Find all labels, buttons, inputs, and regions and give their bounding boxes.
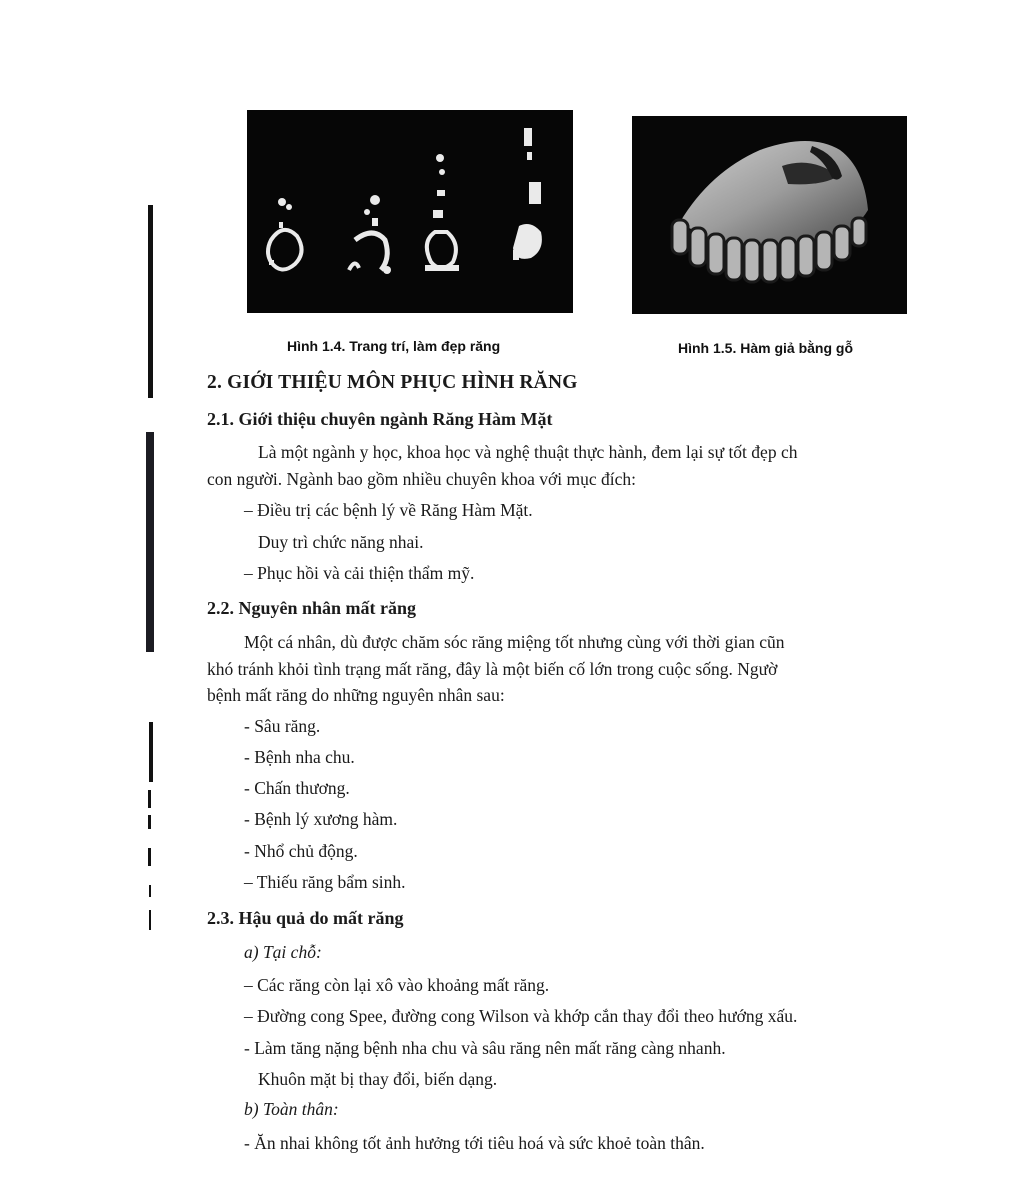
- subsection-heading: 2.1. Giới thiệu chuyên ngành Răng Hàm Mặt: [207, 409, 553, 429]
- scan-mark: [149, 885, 151, 897]
- list-item: - Chấn thương.: [244, 778, 350, 798]
- figure-caption: Hình 1.5. Hàm giả bằng gỗ: [678, 340, 854, 356]
- list-item: - Làm tăng nặng bệnh nha chu và sâu răng nên mất răng càng nhanh.: [244, 1038, 726, 1058]
- figure-caption: Hình 1.4. Trang trí, làm đẹp răng: [287, 338, 501, 354]
- list-item: Duy trì chức năng nhai.: [258, 532, 424, 552]
- scan-mark: [146, 432, 154, 652]
- figure-wooden-denture: [632, 116, 907, 314]
- paragraph-line: Là một ngành y học, khoa học và nghệ thuật thực hành, đem lại sự tốt đẹp ch: [258, 442, 798, 462]
- section-heading: 2. GIỚI THIỆU MÔN PHỤC HÌNH RĂNG: [207, 372, 578, 393]
- list-item: - Bệnh lý xương hàm.: [244, 809, 398, 829]
- sub-label: a) Tại chỗ:: [244, 942, 322, 962]
- scan-mark: [149, 722, 153, 782]
- scan-mark: [148, 815, 151, 829]
- list-item: – Các răng còn lại xô vào khoảng mất răng.: [244, 975, 550, 995]
- list-item: - Bệnh nha chu.: [244, 747, 355, 767]
- paragraph-line: Một cá nhân, dù được chăm sóc răng miệng tốt nhưng cùng với thời gian cũn: [244, 632, 785, 652]
- scan-mark: [148, 790, 151, 808]
- list-item: – Điều trị các bệnh lý về Răng Hàm Mặt.: [244, 500, 533, 520]
- paragraph-line: con người. Ngành bao gồm nhiều chuyên khoa với mục đích:: [207, 469, 636, 489]
- list-item: – Thiếu răng bẩm sinh.: [244, 872, 406, 892]
- subsection-heading: 2.2. Nguyên nhân mất răng: [207, 598, 417, 618]
- paragraph-line: bệnh mất răng do những nguyên nhân sau:: [207, 685, 505, 705]
- scan-mark: [148, 205, 153, 398]
- list-item: - Nhổ chủ động.: [244, 841, 358, 861]
- list-item: Khuôn mặt bị thay đổi, biến dạng.: [258, 1069, 498, 1089]
- list-item: - Sâu răng.: [244, 716, 321, 736]
- paragraph-line: khó tránh khỏi tình trạng mất răng, đây là một biến cố lớn trong cuộc sống. Ngườ: [207, 659, 778, 679]
- list-item: - Ăn nhai không tốt ảnh hưởng tới tiêu hoá và sức khoẻ toàn thân.: [244, 1133, 705, 1153]
- subsection-heading: 2.3. Hậu quả do mất răng: [207, 908, 404, 928]
- wooden-denture-image: [632, 116, 907, 314]
- decorated-teeth-image: [247, 110, 573, 313]
- list-item: – Phục hồi và cải thiện thẩm mỹ.: [244, 563, 475, 583]
- sub-label: b) Toàn thân:: [244, 1099, 339, 1119]
- scan-mark: [149, 910, 151, 930]
- list-item: – Đường cong Spee, đường cong Wilson và khớp cắn thay đổi theo hướng xấu.: [244, 1006, 798, 1026]
- figure-decorated-teeth: [247, 110, 573, 313]
- scan-mark: [148, 848, 151, 866]
